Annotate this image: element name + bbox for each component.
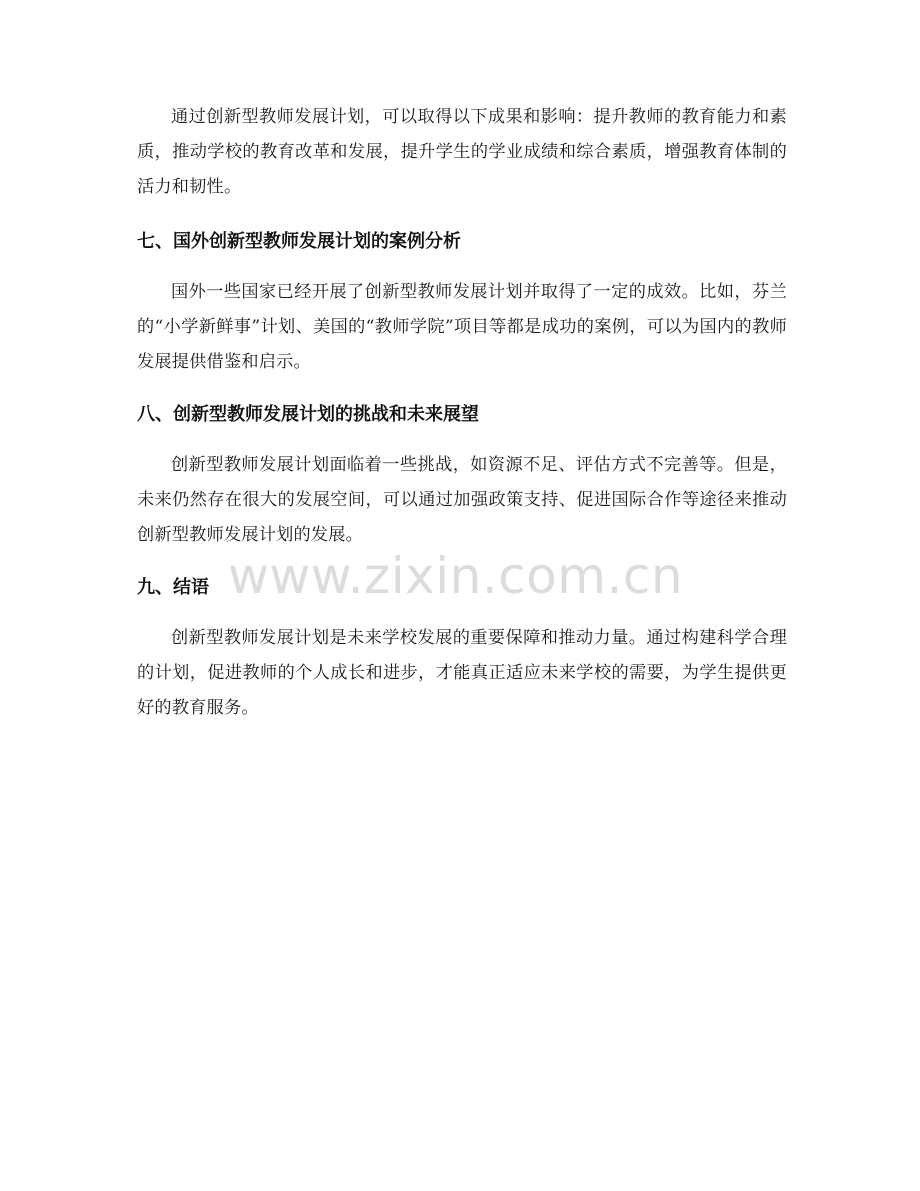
section-7-heading: 七、国外创新型教师发展计划的案例分析 bbox=[137, 231, 461, 252]
section-8-heading: 八、创新型教师发展计划的挑战和未来展望 bbox=[137, 404, 479, 425]
section-9-heading: 九、结语 bbox=[137, 577, 209, 598]
watermark: www.zixin.com.cn bbox=[228, 547, 684, 605]
section-7-paragraph: 国外一些国家已经开展了创新型教师发展计划并取得了一定的成效。比如，芬兰的“小学新鲜事”计划、美国的“教师学院”项目等都是成功的案例，可以为国内的教师发展提供借鉴和启示。 bbox=[137, 282, 787, 372]
intro-paragraph: 通过创新型教师发展计划，可以取得以下成果和影响：提升教师的教育能力和素质，推动学校的教育改革和发展，提升学生的学业成绩和综合素质，增强教育体制的活力和韧性。 bbox=[137, 107, 787, 197]
document-body bbox=[137, 100, 787, 726]
section-9-paragraph: 创新型教师发展计划是未来学校发展的重要保障和推动力量。通过构建科学合理的计划，促进教师的个人成长和进步，才能真正适应未来学校的需要，为学生提供更好的教育服务。 bbox=[137, 628, 787, 718]
section-8-paragraph: 创新型教师发展计划面临着一些挑战，如资源不足、评估方式不完善等。但是，未来仍然存在很大的发展空间，可以通过加强政策支持、促进国际合作等途径来推动创新型教师发展计划的发展。 bbox=[137, 455, 787, 545]
